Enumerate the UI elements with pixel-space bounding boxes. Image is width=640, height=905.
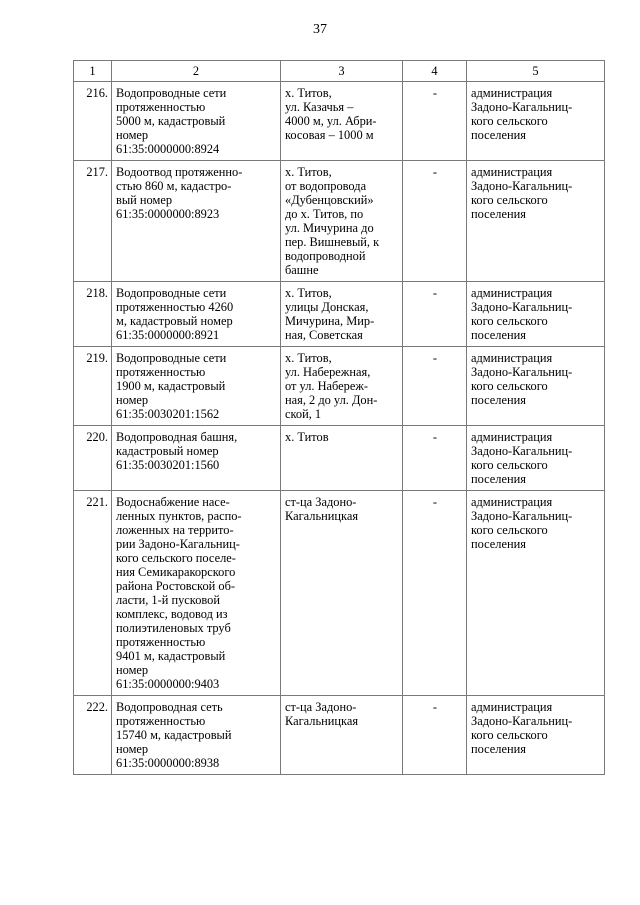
object-name-line: номер bbox=[116, 742, 149, 756]
object-name-line: 61:35:0030201:1562 bbox=[116, 407, 220, 421]
column-header-4: 4 bbox=[403, 61, 467, 82]
object-name-line: 61:35:0000000:9403 bbox=[116, 677, 220, 691]
object-name-line: комплекс, водовод из bbox=[116, 607, 228, 621]
address-line: Кагальницкая bbox=[285, 509, 359, 523]
object-name-line: номер bbox=[116, 128, 149, 142]
address-line: ул. Казачья – bbox=[285, 100, 354, 114]
object-name-line: кого сельского поселе- bbox=[116, 551, 236, 565]
object-name-line: района Ростовской об- bbox=[116, 579, 235, 593]
owner-cell bbox=[467, 696, 605, 775]
object-name-line: ленных пунктов, распо- bbox=[116, 509, 242, 523]
column-header-5: 5 bbox=[467, 61, 605, 82]
address-line: х. Титов, bbox=[285, 351, 332, 365]
owner-line: поселения bbox=[471, 742, 526, 756]
owner-cell bbox=[467, 282, 605, 347]
owner-line: поселения bbox=[471, 207, 526, 221]
address-line: ской, 1 bbox=[285, 407, 322, 421]
object-name-cell bbox=[112, 161, 281, 282]
header-row bbox=[74, 61, 605, 82]
owner-line: Задоно-Кагальниц- bbox=[471, 714, 573, 728]
table-row bbox=[74, 161, 605, 282]
owner-line: Задоно-Кагальниц- bbox=[471, 444, 573, 458]
object-name-line: ласти, 1-й пусковой bbox=[116, 593, 220, 607]
owner-line: поселения bbox=[471, 128, 526, 142]
owner-line: администрация bbox=[471, 286, 553, 300]
address-line: от ул. Набереж- bbox=[285, 379, 369, 393]
object-name-line: ния Семикаракорского bbox=[116, 565, 236, 579]
object-name-line: Водопроводная башня, bbox=[116, 430, 238, 444]
table-row bbox=[74, 347, 605, 426]
address-line: х. Титов, bbox=[285, 165, 332, 179]
table-row bbox=[74, 491, 605, 696]
column-4-cell: - bbox=[403, 161, 467, 282]
address-line: ул. Набережная, bbox=[285, 365, 371, 379]
table-body bbox=[74, 82, 605, 775]
object-name-cell bbox=[112, 82, 281, 161]
object-name-line: 61:35:0000000:8938 bbox=[116, 756, 220, 770]
row-number: 221. bbox=[74, 491, 112, 696]
address-line: ная, Советская bbox=[285, 328, 363, 342]
table-row bbox=[74, 426, 605, 491]
owner-line: кого сельского bbox=[471, 314, 548, 328]
address-line: башне bbox=[285, 263, 319, 277]
object-name-cell bbox=[112, 347, 281, 426]
owner-line: Задоно-Кагальниц- bbox=[471, 365, 573, 379]
column-header-3: 3 bbox=[281, 61, 403, 82]
object-name-cell bbox=[112, 696, 281, 775]
object-name-line: протяженностью bbox=[116, 365, 206, 379]
object-name-line: Водопроводные сети bbox=[116, 351, 227, 365]
object-name-line: 9401 м, кадастровый bbox=[116, 649, 226, 663]
address-cell bbox=[281, 491, 403, 696]
address-cell bbox=[281, 282, 403, 347]
object-name-line: 5000 м, кадастровый bbox=[116, 114, 226, 128]
owner-cell bbox=[467, 161, 605, 282]
address-line: пер. Вишневый, к bbox=[285, 235, 380, 249]
column-4-cell: - bbox=[403, 426, 467, 491]
object-name-line: протяженностью bbox=[116, 714, 206, 728]
object-name-line: Водоотвод протяженно- bbox=[116, 165, 243, 179]
row-number: 218. bbox=[74, 282, 112, 347]
owner-line: поселения bbox=[471, 537, 526, 551]
object-name-line: стью 860 м, кадастро- bbox=[116, 179, 232, 193]
address-cell bbox=[281, 696, 403, 775]
address-line: Мичурина, Мир- bbox=[285, 314, 375, 328]
address-line: ул. Мичурина до bbox=[285, 221, 374, 235]
owner-line: администрация bbox=[471, 430, 553, 444]
owner-cell bbox=[467, 347, 605, 426]
address-line: от водопровода bbox=[285, 179, 367, 193]
column-header-2: 2 bbox=[112, 61, 281, 82]
owner-line: Задоно-Кагальниц- bbox=[471, 100, 573, 114]
owner-line: кого сельского bbox=[471, 114, 548, 128]
object-name-line: Водопроводная сеть bbox=[116, 700, 223, 714]
owner-line: администрация bbox=[471, 351, 553, 365]
owner-line: кого сельского bbox=[471, 379, 548, 393]
address-cell bbox=[281, 82, 403, 161]
table-row bbox=[74, 696, 605, 775]
owner-line: кого сельского bbox=[471, 523, 548, 537]
row-number: 219. bbox=[74, 347, 112, 426]
object-name-cell bbox=[112, 491, 281, 696]
owner-line: администрация bbox=[471, 700, 553, 714]
address-cell bbox=[281, 347, 403, 426]
owner-line: поселения bbox=[471, 393, 526, 407]
object-name-line: рии Задоно-Кагальниц- bbox=[116, 537, 240, 551]
object-name-line: протяженностью bbox=[116, 635, 206, 649]
owner-cell bbox=[467, 491, 605, 696]
owner-line: поселения bbox=[471, 328, 526, 342]
object-name-line: Водоснабжение насе- bbox=[116, 495, 230, 509]
column-4-cell: - bbox=[403, 282, 467, 347]
column-4-cell: - bbox=[403, 696, 467, 775]
owner-line: кого сельского bbox=[471, 193, 548, 207]
object-name-line: 61:35:0030201:1560 bbox=[116, 458, 220, 472]
object-name-cell bbox=[112, 426, 281, 491]
row-number: 222. bbox=[74, 696, 112, 775]
object-name-line: Водопроводные сети bbox=[116, 286, 227, 300]
table-row bbox=[74, 282, 605, 347]
owner-cell bbox=[467, 426, 605, 491]
object-name-cell bbox=[112, 282, 281, 347]
object-name-line: ложенных на террито- bbox=[116, 523, 234, 537]
object-name-line: м, кадастровый номер bbox=[116, 314, 233, 328]
address-line: 4000 м, ул. Абри- bbox=[285, 114, 377, 128]
address-line: ная, 2 до ул. Дон- bbox=[285, 393, 378, 407]
column-4-cell: - bbox=[403, 82, 467, 161]
address-line: ст-ца Задоно- bbox=[285, 700, 357, 714]
address-line: Кагальницкая bbox=[285, 714, 359, 728]
object-name-line: номер bbox=[116, 663, 149, 677]
address-line: водопроводной bbox=[285, 249, 366, 263]
property-registry-table bbox=[73, 60, 605, 775]
object-name-line: 61:35:0000000:8924 bbox=[116, 142, 220, 156]
owner-line: Задоно-Кагальниц- bbox=[471, 509, 573, 523]
row-number: 220. bbox=[74, 426, 112, 491]
address-line: ст-ца Задоно- bbox=[285, 495, 357, 509]
row-number: 217. bbox=[74, 161, 112, 282]
address-line: х. Титов, bbox=[285, 286, 332, 300]
owner-line: Задоно-Кагальниц- bbox=[471, 300, 573, 314]
object-name-line: протяженностью 4260 bbox=[116, 300, 234, 314]
owner-line: поселения bbox=[471, 472, 526, 486]
object-name-line: 1900 м, кадастровый bbox=[116, 379, 226, 393]
owner-line: администрация bbox=[471, 165, 553, 179]
address-line: улицы Донская, bbox=[285, 300, 369, 314]
object-name-line: вый номер bbox=[116, 193, 173, 207]
owner-line: кого сельского bbox=[471, 728, 548, 742]
object-name-line: 15740 м, кадастровый bbox=[116, 728, 232, 742]
page-number: 37 bbox=[313, 22, 327, 37]
column-header-1: 1 bbox=[74, 61, 112, 82]
object-name-line: номер bbox=[116, 393, 149, 407]
column-4-cell: - bbox=[403, 347, 467, 426]
object-name-line: кадастровый номер bbox=[116, 444, 219, 458]
owner-line: администрация bbox=[471, 495, 553, 509]
column-4-cell: - bbox=[403, 491, 467, 696]
row-number: 216. bbox=[74, 82, 112, 161]
object-name-line: Водопроводные сети bbox=[116, 86, 227, 100]
address-line: косовая – 1000 м bbox=[285, 128, 374, 142]
address-cell bbox=[281, 161, 403, 282]
object-name-line: 61:35:0000000:8921 bbox=[116, 328, 220, 342]
address-line: х. Титов bbox=[285, 430, 329, 444]
owner-line: Задоно-Кагальниц- bbox=[471, 179, 573, 193]
address-cell bbox=[281, 426, 403, 491]
address-line: до х. Титов, по bbox=[285, 207, 364, 221]
object-name-line: 61:35:0000000:8923 bbox=[116, 207, 220, 221]
owner-line: кого сельского bbox=[471, 458, 548, 472]
owner-line: администрация bbox=[471, 86, 553, 100]
address-line: х. Титов, bbox=[285, 86, 332, 100]
table-row bbox=[74, 82, 605, 161]
address-line: «Дубенцовский» bbox=[285, 193, 374, 207]
object-name-line: протяженностью bbox=[116, 100, 206, 114]
object-name-line: полиэтиленовых труб bbox=[116, 621, 231, 635]
owner-cell bbox=[467, 82, 605, 161]
